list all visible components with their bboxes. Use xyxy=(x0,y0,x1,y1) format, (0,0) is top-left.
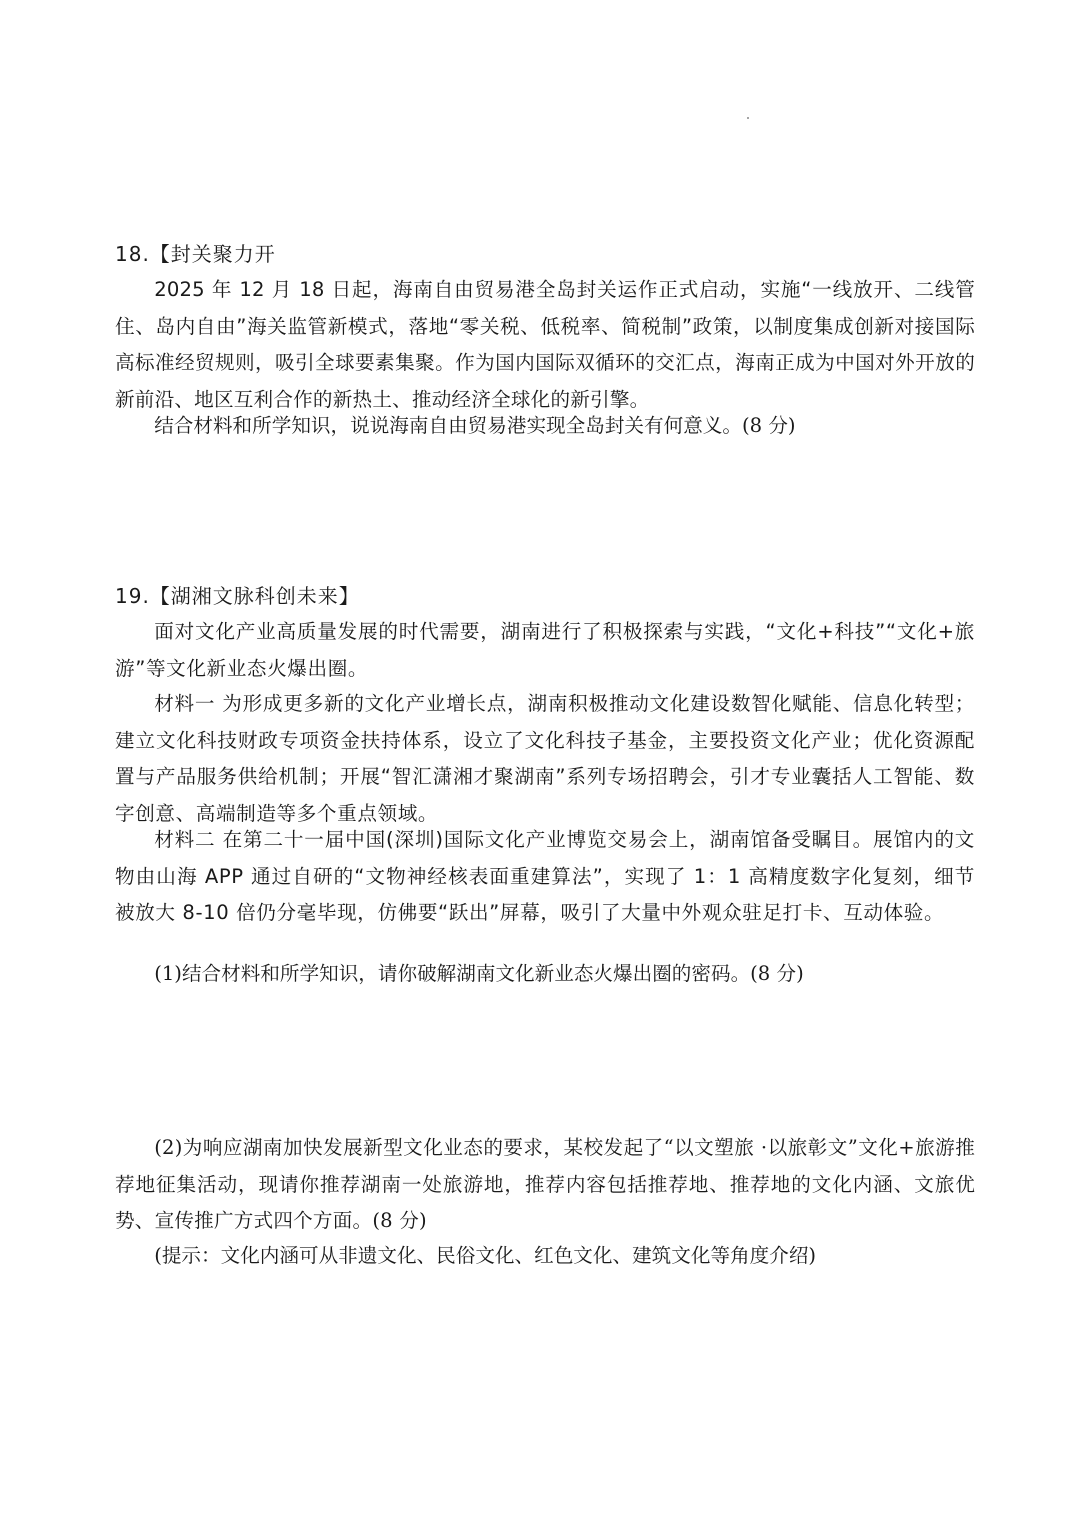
q19-material-2: 材料二 在第二十一届中国(深圳)国际文化产业博览交易会上，湖南馆备受瞩目。展馆内的文物由山海 APP 通过自研的“文物神经核表面重建算法”，实现了 1：1 高精度数字化复刻，细节被放大 8-10 倍仍分毫毕现，仿佛要“跃出”屏幕，吸引了大量中外观众驻足打卡、互动体验。 xyxy=(115,828,975,924)
scan-dot xyxy=(747,117,749,119)
q19-intro: 面对文化产业高质量发展的时代需要，湖南进行了积极探索与实践，“文化+科技”“文化+旅游”等文化新业态火爆出圈。 xyxy=(115,620,975,680)
q19-sub-question-2: (2)为响应湖南加快发展新型文化业态的要求，某校发起了“以文塑旅 ·以旅彰文”文化+旅游推荐地征集活动，现请你推荐湖南一处旅游地，推荐内容包括推荐地、推荐地的文化内涵、文旅优势、宣传推广方式四个方面。(8 分) xyxy=(115,1136,975,1232)
q19-sub-question-1: (1)结合材料和所学知识，请你破解湖南文化新业态火爆出圈的密码。(8 分) xyxy=(154,962,804,985)
q18-material: 2025 年 12 月 18 日起，海南自由贸易港全岛封关运作正式启动，实施“一线放开、二线管住、岛内自由”海关监管新模式，落地“零关税、低税率、简税制”政策，以制度集成创新对接国际高标准经贸规则，吸引全球要素集聚。作为国内国际双循环的交汇点，海南正成为中国对外开放的新前沿、地区互利合作的新热土、推动经济全球化的新引擎。 xyxy=(115,278,975,411)
q19-material-1: 材料一 为形成更多新的文化产业增长点，湖南积极推动文化建设数智化赋能、信息化转型；建立文化科技财政专项资金扶持体系，设立了文化科技子基金，主要投资文化产业；优化资源配置与产品服务供给机制；开展“智汇潇湘才聚湖南”系列专场招聘会，引才专业囊括人工智能、数字创意、高端制造等多个重点领域。 xyxy=(115,692,975,825)
q19-title: 19.【湖湘文脉科创未来】 xyxy=(115,584,360,608)
q18-title: 18.【封关聚力开 xyxy=(115,242,276,266)
q19-hint: (提示：文化内涵可从非遗文化、民俗文化、红色文化、建筑文化等角度介绍) xyxy=(154,1244,817,1267)
q18-question: 结合材料和所学知识，说说海南自由贸易港实现全岛封关有何意义。(8 分) xyxy=(154,414,796,437)
